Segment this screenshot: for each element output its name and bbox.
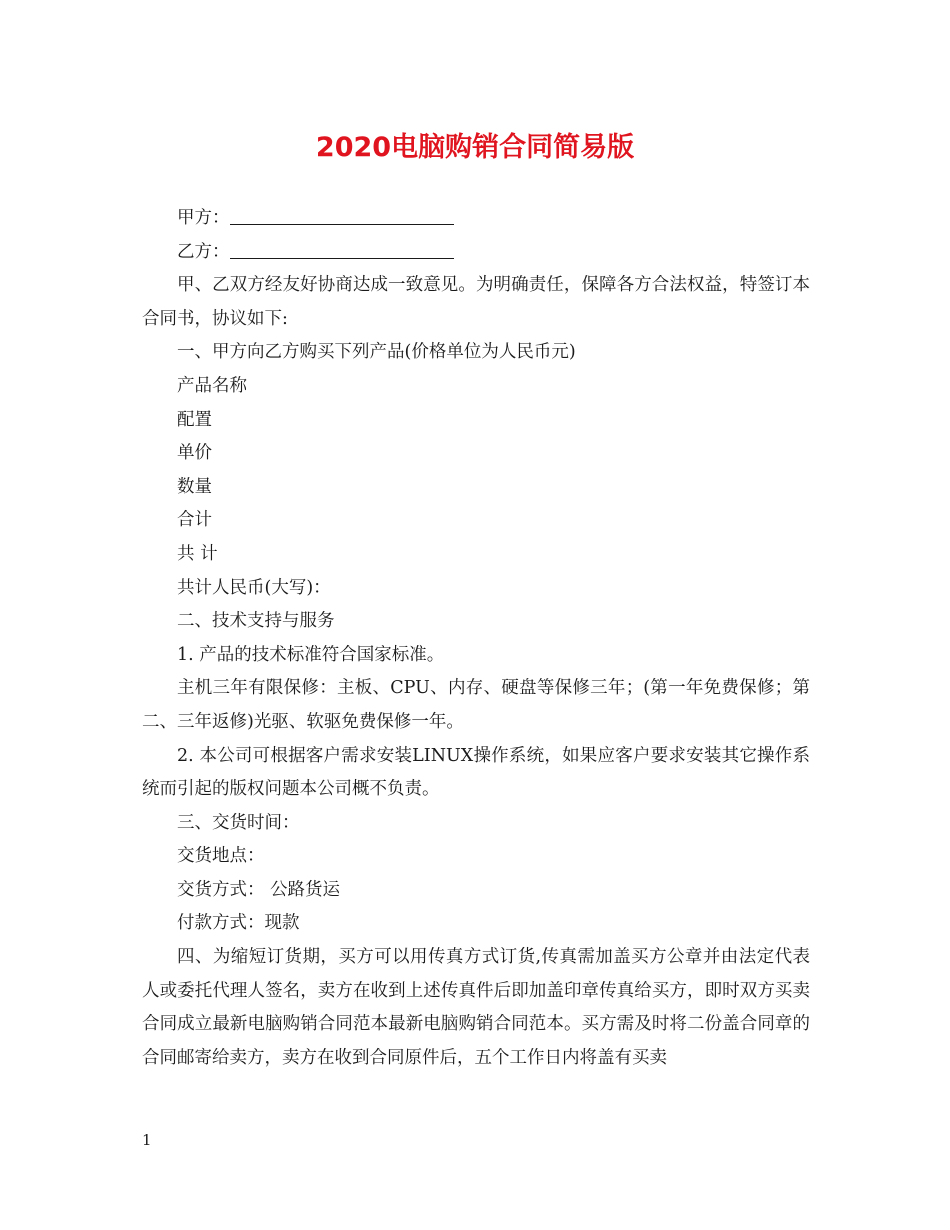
party-b-blank bbox=[230, 240, 454, 259]
paragraph: 甲、乙双方经友好协商达成一致意见。为明确责任，保障各方合法权益，特签订本合同书，协议如下: bbox=[142, 275, 810, 329]
document-title: 2020电脑购销合同简易版 bbox=[315, 132, 635, 163]
paragraph: 单价 bbox=[177, 443, 212, 464]
party-b-label: 乙方： bbox=[177, 241, 230, 262]
paragraph: 共 计 bbox=[177, 543, 218, 564]
party-a-blank bbox=[230, 206, 454, 225]
paragraph: 产品名称 bbox=[177, 375, 247, 396]
paragraph: 一、甲方向乙方购买下列产品(价格单位为人民币元) bbox=[177, 342, 576, 363]
paragraph: 二、技术支持与服务 bbox=[177, 611, 335, 632]
paragraph: 2. 本公司可根据客户需求安装LINUX操作系统，如果应客户要求安装其它操作系统而引起的版权问题本公司概不负责。 bbox=[142, 745, 810, 800]
paragraph: 1. 产品的技术标准符合国家标准。 bbox=[177, 644, 445, 665]
paragraph: 数量 bbox=[177, 476, 212, 497]
party-a-line bbox=[142, 202, 810, 236]
party-a-label: 甲方： bbox=[177, 208, 230, 228]
paragraph: 四、为缩短订货期，买方可以用传真方式订货,传真需加盖买方公章并由法定代表人或委托代理人签名，卖方在收到上述传真件后即加盖印章传真给买方，即时双方买卖合同成立最新电脑购销合同范本最新电脑购销合同范本。买方需及时将二份盖合同章的合同邮寄给卖方，卖方在收到合同原件后，五个工作日内将盖有买卖 bbox=[142, 947, 810, 1068]
party-b-line bbox=[142, 236, 810, 270]
page-number: 1 bbox=[142, 1131, 152, 1149]
document-body bbox=[142, 202, 810, 1075]
paragraph: 合计 bbox=[177, 510, 212, 531]
paragraph: 主机三年有限保修：主板、CPU、内存、硬盘等保修三年；(第一年免费保修；第二、三年返修)光驱、软驱免费保修一年。 bbox=[142, 678, 810, 732]
paragraph: 交货地点： bbox=[177, 846, 265, 867]
paragraph: 配置 bbox=[177, 409, 212, 430]
paragraph: 付款方式：现款 bbox=[177, 913, 300, 934]
paragraph: 交货方式： 公路货运 bbox=[177, 879, 341, 900]
paragraph: 三、交货时间： bbox=[177, 812, 300, 833]
paragraph: 共计人民币(大写)： bbox=[177, 577, 331, 598]
